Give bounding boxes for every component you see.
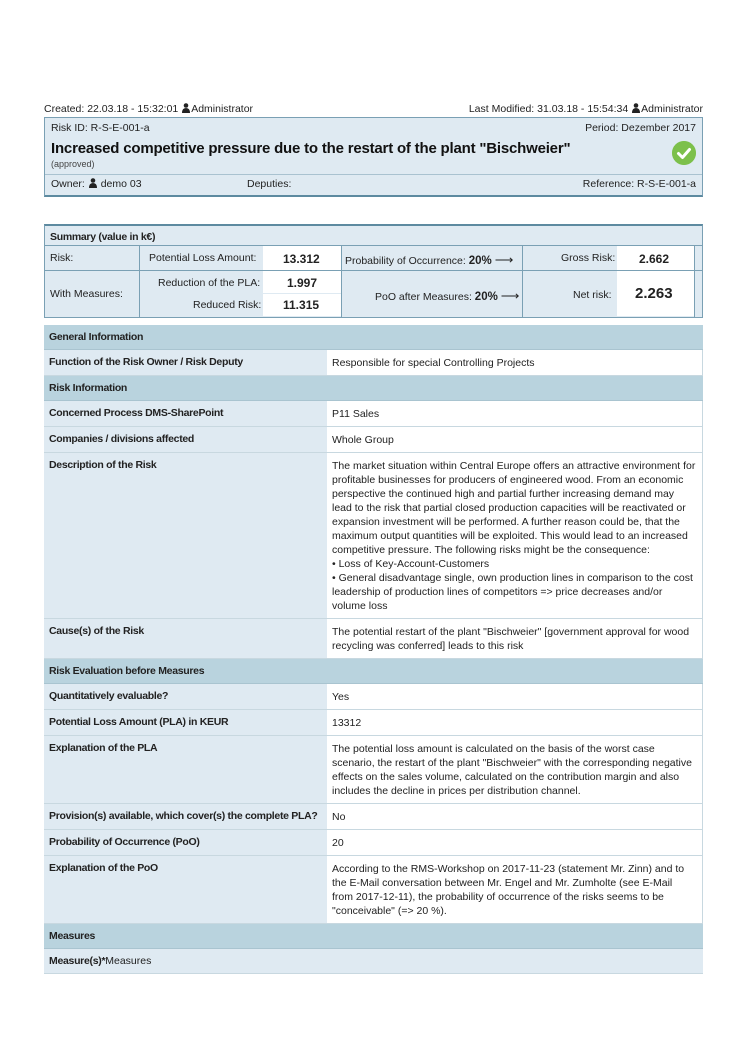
row-label: Measure(s)*	[49, 955, 106, 967]
owner-label: Owner:	[51, 178, 85, 190]
approval-status: (approved)	[51, 159, 95, 169]
reference: Reference: R-S-E-001-a	[582, 178, 696, 190]
person-icon	[632, 103, 640, 113]
section-risk-evaluation: Risk Evaluation before Measures	[44, 659, 703, 684]
risk-header	[44, 117, 703, 197]
row-label: Function of the Risk Owner / Risk Deputy	[44, 350, 327, 375]
row-label: Cause(s) of the Risk	[44, 619, 327, 658]
period: Period: Dezember 2017	[585, 122, 696, 134]
row-label: Potential Loss Amount (PLA) in KEUR	[44, 710, 327, 735]
reduced-risk-value: 11.315	[283, 298, 320, 312]
poo-after-value: 20%	[474, 291, 498, 303]
reduction-value: 1.997	[287, 276, 318, 290]
pla-value: 13.312	[283, 252, 320, 266]
row-label: Probability of Occurrence (PoO)	[44, 830, 327, 855]
row-value: Measures	[105, 955, 152, 967]
row-value: 20	[327, 830, 703, 855]
row-value	[327, 453, 703, 618]
document-meta	[44, 103, 703, 117]
row-label: Quantitatively evaluable?	[44, 684, 327, 709]
table-row	[44, 710, 703, 736]
risk-id: Risk ID: R-S-E-001-a	[51, 122, 150, 134]
pla-label: Potential Loss Amount:	[149, 252, 257, 264]
row-value: The potential restart of the plant "Bischweier" [government approval for wood recycling was conferred] leads to this risk	[327, 619, 703, 658]
gross-risk-label: Gross Risk:	[561, 252, 616, 264]
summary-title: Summary (value in k€)	[50, 231, 156, 243]
table-row	[44, 830, 703, 856]
created-timestamp: Created: 22.03.18 - 15:32:01	[44, 103, 179, 115]
created-by: Administrator	[191, 103, 254, 115]
row-value: 13312	[327, 710, 703, 735]
table-row	[44, 619, 703, 659]
table-row	[44, 684, 703, 710]
row-label: Companies / divisions affected	[44, 427, 327, 452]
table-row	[44, 804, 703, 830]
reduction-label: Reduction of the PLA:	[158, 277, 261, 289]
gross-risk-value: 2.662	[639, 252, 670, 266]
owner	[51, 178, 142, 190]
poo-after-label: PoO after Measures: 20% ⟶	[375, 288, 520, 303]
row-value: P11 Sales	[327, 401, 703, 426]
arrow-right-icon: ⟶	[500, 288, 520, 303]
row-value: Yes	[327, 684, 703, 709]
modified-by: Administrator	[641, 103, 703, 115]
poo-value: 20%	[468, 255, 492, 267]
row-label: Explanation of the PoO	[44, 856, 327, 923]
created-info	[44, 103, 253, 115]
table-row	[44, 856, 703, 924]
summary-panel	[44, 224, 703, 318]
table-row	[44, 350, 703, 376]
person-icon	[89, 178, 97, 188]
poo-label: Probability of Occurrence: 20% ⟶	[345, 252, 514, 267]
owner-name: demo 03	[100, 178, 142, 190]
check-circle-icon	[672, 141, 696, 165]
page-title: Increased competitive pressure due to the restart of the plant "Bischweier"	[51, 140, 571, 157]
table-row	[44, 427, 703, 453]
net-risk-label: Net risk:	[573, 289, 612, 301]
row-label: Description of the Risk	[44, 453, 327, 618]
section-measures: Measures	[44, 924, 703, 949]
description-text: The market situation within Central Europe offers an attractive environment for profitable businesses for producers of engineered wood. From an economic perspective the continued high and partial further increasing demand may lead to the risk that partial closed production capacities will be reactivated or expansion investment will be performed. A further reason could be, that the maximum output quantities will be exploited. This would lead to an increased competitive pressure. The following risks might be the consequence:	[332, 460, 696, 556]
with-measures-label: With Measures:	[50, 288, 123, 300]
row-label: Provision(s) available, which cover(s) the complete PLA?	[44, 804, 327, 829]
row-value: The potential loss amount is calculated on the basis of the worst case scenario, the restart of the plant "Bischweier" with the corresponding negative effects on the sales volume, calculated on the contribution margin and also includes the decline in prices per distribution channel.	[327, 736, 703, 803]
description-bullet: • General disadvantage single, own production lines in comparison to the cost leadership of production lines of competitors => price decreases and/or volume loss	[332, 572, 693, 612]
reduced-risk-label: Reduced Risk:	[193, 299, 262, 311]
section-general-information: General Information	[44, 325, 703, 350]
table-row	[44, 401, 703, 427]
table-row	[44, 736, 703, 804]
risk-details-table	[44, 325, 703, 974]
row-value: Responsible for special Controlling Projects	[327, 350, 703, 375]
modified-timestamp: Last Modified: 31.03.18 - 15:54:34	[468, 103, 629, 115]
section-risk-information: Risk Information	[44, 376, 703, 401]
person-icon	[182, 103, 190, 113]
table-row	[44, 453, 703, 619]
description-bullet: • Loss of Key-Account-Customers	[332, 558, 490, 570]
row-label: Concerned Process DMS-SharePoint	[44, 401, 327, 426]
risk-label: Risk:	[50, 252, 74, 264]
deputies: Deputies:	[247, 178, 292, 190]
row-value: According to the RMS-Workshop on 2017-11-23 (statement Mr. Zinn) and to the E-Mail conversation between Mr. Engel and Mr. Zumholte (see E-Mail from 2017-12-11), the probability of occurrence of the risks seems to be "conceivable" (=> 20 %).	[327, 856, 703, 923]
divider	[45, 174, 702, 175]
arrow-right-icon: ⟶	[494, 252, 514, 267]
modified-info	[469, 103, 703, 115]
row-value: Whole Group	[327, 427, 703, 452]
row-label: Explanation of the PLA	[44, 736, 327, 803]
row-value: No	[327, 804, 703, 829]
net-risk-value: 2.263	[635, 285, 673, 302]
table-row	[44, 949, 703, 974]
